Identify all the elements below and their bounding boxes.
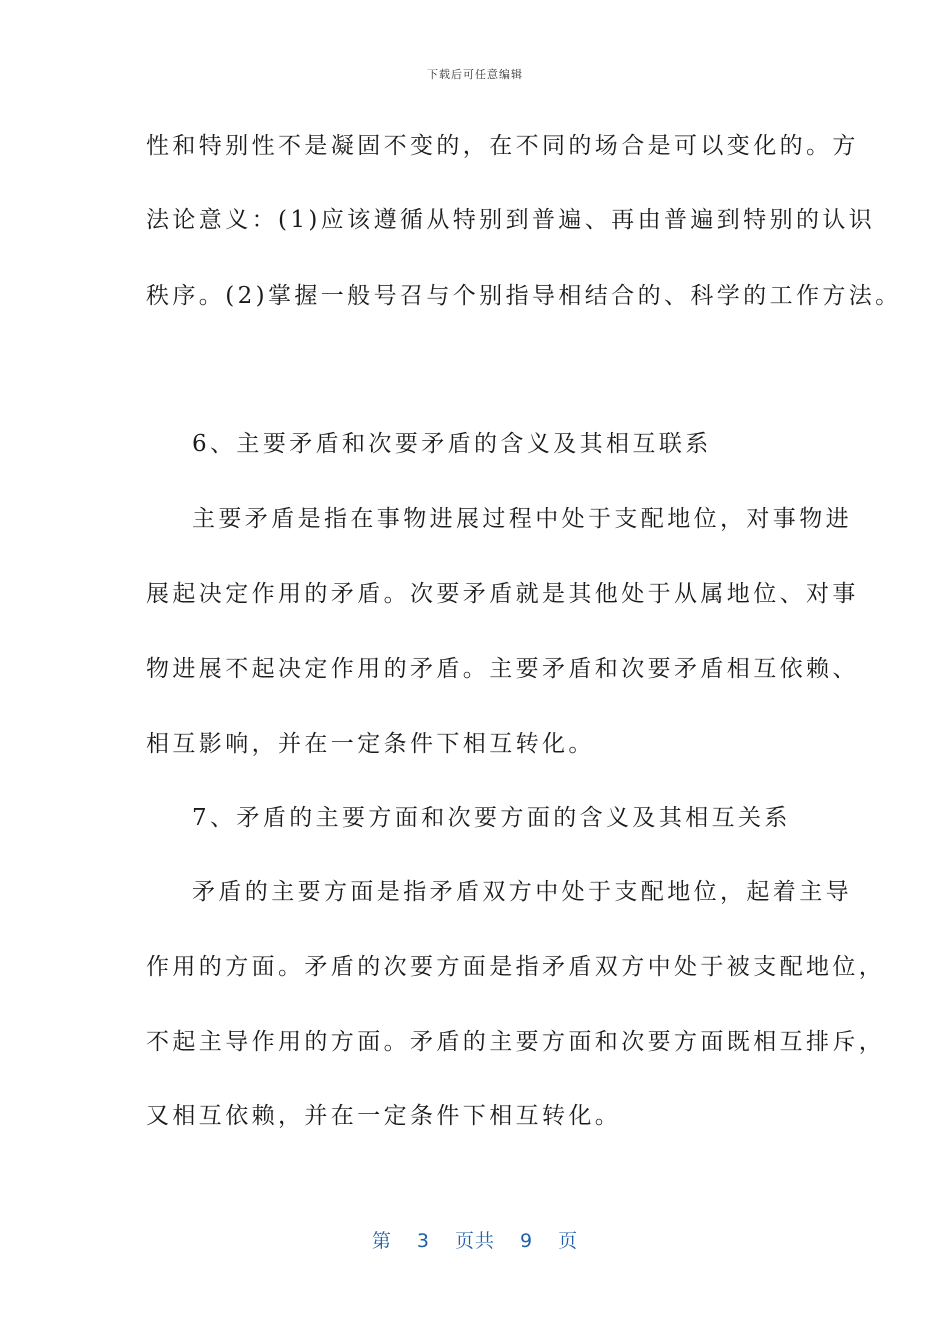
body-line-3: 秩序。(2)掌握一般号召与个别指导相结合的、科学的工作方法。	[146, 283, 902, 309]
section-heading-7: 7、矛盾的主要方面和次要方面的含义及其相互关系	[192, 805, 791, 831]
body-line-1: 性和特别性不是凝固不变的，在不同的场合是可以变化的。方	[146, 133, 859, 159]
header-note: 下载后可任意编辑	[427, 68, 523, 81]
page-number: 第 3 页共 9 页	[371, 1230, 579, 1252]
body-line-13: 又相互依赖，并在一定条件下相互转化。	[146, 1103, 622, 1129]
body-line-12: 不起主导作用的方面。矛盾的主要方面和次要方面既相互排斥，	[146, 1029, 886, 1055]
body-line-8: 相互影响，并在一定条件下相互转化。	[146, 731, 595, 757]
body-line-7: 物进展不起决定作用的矛盾。主要矛盾和次要矛盾相互依赖、	[146, 656, 859, 682]
body-line-5: 主要矛盾是指在事物进展过程中处于支配地位，对事物进	[192, 506, 852, 532]
body-line-11: 作用的方面。矛盾的次要方面是指矛盾双方中处于被支配地位，	[146, 954, 886, 980]
body-line-6: 展起决定作用的矛盾。次要矛盾就是其他处于从属地位、对事	[146, 581, 859, 607]
body-line-2: 法论意义：(1)应该遵循从特别到普遍、再由普遍到特别的认识	[146, 207, 876, 233]
section-heading-6: 6、主要矛盾和次要矛盾的含义及其相互联系	[192, 431, 712, 457]
body-line-10: 矛盾的主要方面是指矛盾双方中处于支配地位，起着主导	[192, 879, 852, 905]
